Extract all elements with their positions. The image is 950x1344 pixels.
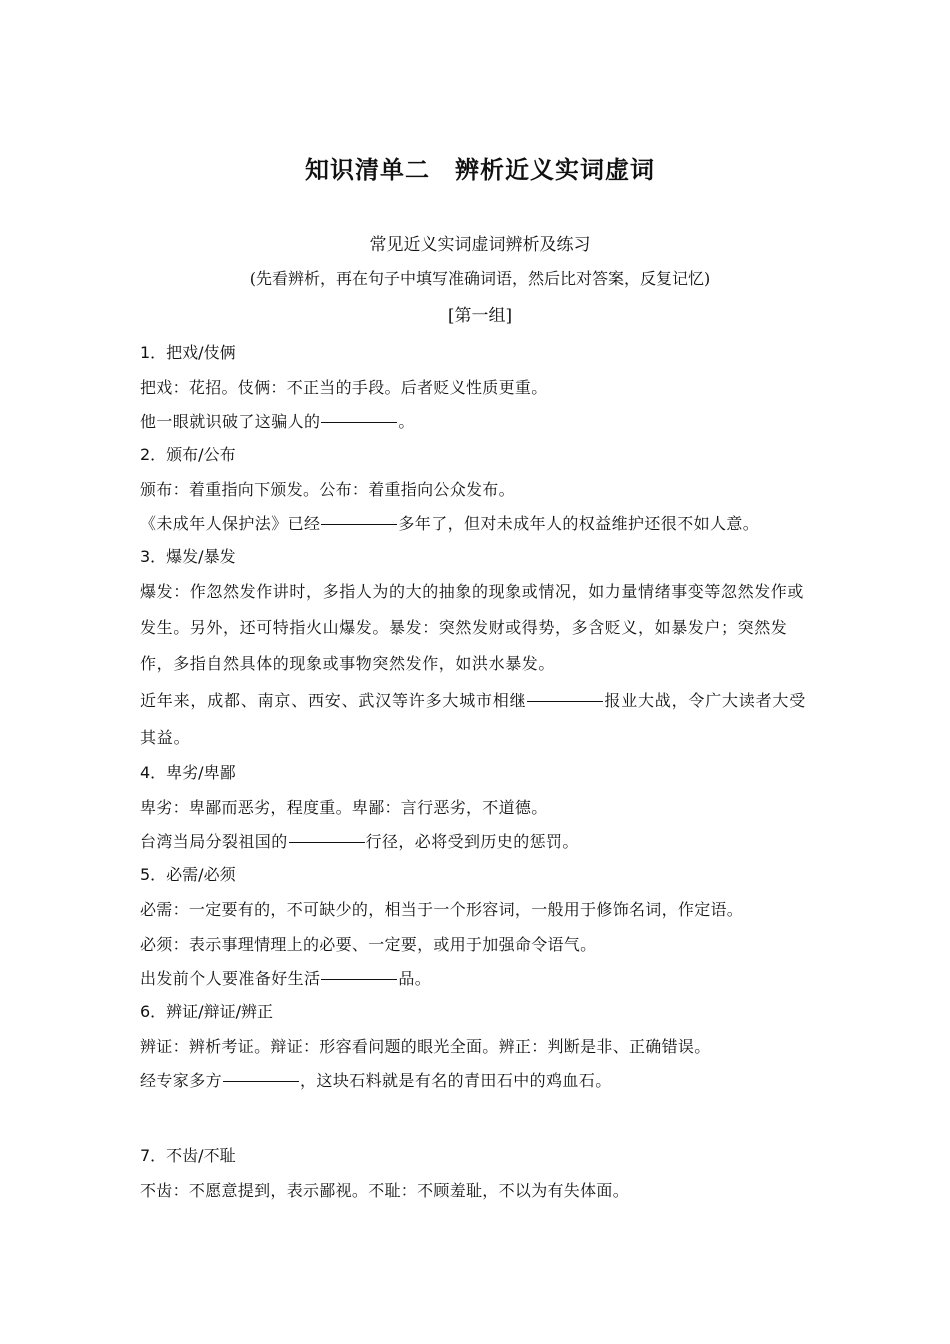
fill-blank[interactable] xyxy=(527,700,603,702)
item-heading: 3．爆发/暴发 xyxy=(140,547,236,566)
item-heading: 4．卑劣/卑鄙 xyxy=(140,763,236,782)
item-definition: 必需：一定要有的，不可缺少的，相当于一个形容词，一般用于修饰名词，作定语。 xyxy=(140,900,744,919)
section-subtitle: 常见近义实词虚词辨析及练习 xyxy=(369,235,591,255)
item-definition-2: 必须：表示事理情理上的必要、一定要，或用于加强命令语气。 xyxy=(140,935,597,954)
list-item xyxy=(140,1139,820,1208)
item-definition: 颁布：着重指向下颁发。公布：着重指向公众发布。 xyxy=(140,480,515,499)
item-definition: 辨证：辨析考证。辩证：形容看问题的眼光全面。辨正：判断是非、正确错误。 xyxy=(140,1037,711,1056)
item-heading: 7．不齿/不耻 xyxy=(140,1146,236,1165)
fill-blank[interactable] xyxy=(289,841,365,843)
example-text: 台湾当局分裂祖国的 xyxy=(140,832,288,851)
example-text: 。 xyxy=(398,412,415,431)
example-text: 他一眼就识破了这骗人的 xyxy=(140,412,321,431)
item-example xyxy=(140,682,820,756)
group-label: [第一组] xyxy=(447,306,513,326)
fill-blank[interactable] xyxy=(321,978,397,980)
list-item xyxy=(140,438,820,540)
list-item xyxy=(140,336,820,438)
example-text: 多年了，但对未成年人的权益维护还很不如人意。 xyxy=(398,514,760,533)
list-item xyxy=(140,540,820,756)
item-list xyxy=(140,336,820,1208)
example-text: 报业大战，令广大读者大受其益。 xyxy=(140,691,807,747)
example-text: 近年来，成都、南京、西安、武汉等许多大城市相继 xyxy=(140,691,527,710)
instruction-note: (先看辨析，再在句子中填写准确词语，然后比对答案，反复记忆) xyxy=(249,269,711,288)
item-heading: 2．颁布/公布 xyxy=(140,445,236,464)
item-heading: 1．把戏/伎俩 xyxy=(140,343,236,362)
spacer xyxy=(140,1097,820,1139)
item-example xyxy=(140,507,820,540)
item-example xyxy=(140,405,820,438)
item-heading: 5．必需/必须 xyxy=(140,865,236,884)
list-item xyxy=(140,756,820,858)
item-example xyxy=(140,825,820,858)
item-definition: 卑劣：卑鄙而恶劣，程度重。卑鄙：言行恶劣，不道德。 xyxy=(140,798,548,817)
example-text: 经专家多方 xyxy=(140,1071,223,1090)
item-heading: 6．辨证/辩证/辨正 xyxy=(140,1002,273,1021)
item-example xyxy=(140,962,820,995)
list-item xyxy=(140,995,820,1097)
item-definition: 把戏：花招。伎俩：不正当的手段。后者贬义性质更重。 xyxy=(140,378,548,397)
example-text: 品。 xyxy=(398,969,432,988)
example-text: 出发前个人要准备好生活 xyxy=(140,969,321,988)
page-title: 知识清单二 辨析近义实词虚词 xyxy=(305,156,655,184)
fill-blank[interactable] xyxy=(223,1080,299,1082)
item-definition: 不齿：不愿意提到，表示鄙视。不耻：不顾羞耻，不以为有失体面。 xyxy=(140,1181,630,1200)
example-text: 行径，必将受到历史的惩罚。 xyxy=(365,832,579,851)
example-text: 《未成年人保护法》已经 xyxy=(140,514,321,533)
list-item xyxy=(140,858,820,995)
item-example xyxy=(140,1064,820,1097)
example-text: ，这块石料就是有名的青田石中的鸡血石。 xyxy=(300,1071,612,1090)
item-definition: 爆发：作忽然发作讲时，多指人为的大的抽象的现象或情况，如力量情绪事变等忽然发作或发生。另外，还可特指火山爆发。暴发：突然发财或得势，多含贬义，如暴发户；突然发作，多指自然具体的现象或事物突然发作，如洪水暴发。 xyxy=(140,582,805,673)
fill-blank[interactable] xyxy=(321,421,397,423)
fill-blank[interactable] xyxy=(321,523,397,525)
